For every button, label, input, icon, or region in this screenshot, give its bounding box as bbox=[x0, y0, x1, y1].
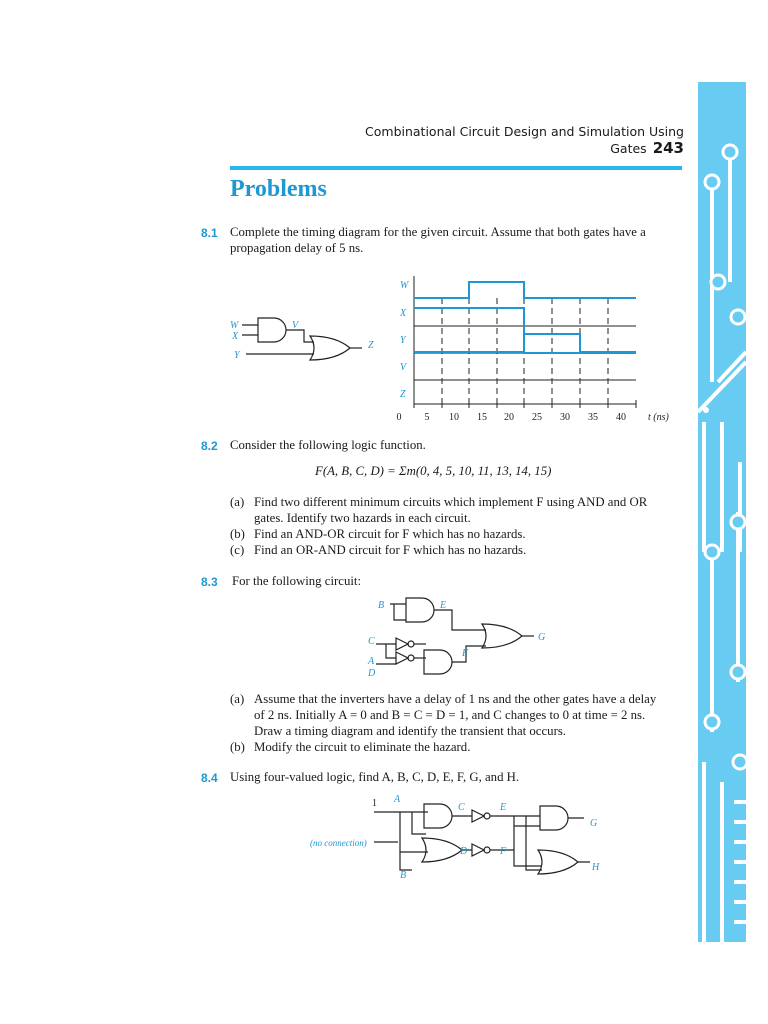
problem-8-2-item: gates. Identify two hazards in each circuit. bbox=[254, 511, 471, 525]
problem-8-1-line-1: Complete the timing diagram for the given circuit. Assume that both gates have a bbox=[230, 225, 646, 239]
timing-row-v: V bbox=[400, 362, 407, 373]
tick-label: 5 bbox=[424, 412, 430, 423]
timing-row-z: Z bbox=[400, 389, 406, 400]
header-rule bbox=[230, 166, 682, 170]
circuit-8-4-label-g: G bbox=[590, 818, 598, 829]
tick-label: 0 bbox=[396, 412, 402, 423]
circuit-8-1-label-z: Z bbox=[368, 340, 374, 351]
problem-8-3-item: (a) Assume that the inverters have a delay of 1 ns and the other gates have a delay bbox=[230, 692, 657, 706]
problem-8-2-intro: Consider the following logic function. bbox=[230, 438, 426, 452]
circuit-8-4-diagram bbox=[308, 790, 628, 890]
problem-8-1-line-2: propagation delay of 5 ns. bbox=[230, 241, 364, 255]
circuit-8-4-label-c: C bbox=[458, 802, 465, 813]
problem-8-1-text bbox=[230, 224, 646, 256]
timing-row-w: W bbox=[400, 280, 409, 291]
circuit-8-4-label-e: E bbox=[500, 802, 507, 813]
page-number: 243 bbox=[652, 139, 684, 157]
circuit-8-3-label-g: G bbox=[538, 632, 546, 643]
circuit-8-3-label-a: A bbox=[368, 656, 375, 667]
circuit-8-1-label-v: V bbox=[292, 320, 299, 331]
problem-8-2-formula: F(A, B, C, D) = Σm(0, 4, 5, 10, 11, 13, 14, 15) bbox=[315, 464, 552, 478]
circuit-8-4-label-d: D bbox=[460, 846, 468, 857]
problem-8-2-item: (c) Find an OR-AND circuit for F which has no hazards. bbox=[230, 543, 527, 557]
circuit-8-1-label-w: W bbox=[230, 320, 239, 331]
problem-8-2-number: 8.2 bbox=[201, 439, 218, 453]
problem-8-2-item: (a) Find two different minimum circuits which implement F using AND and OR bbox=[230, 495, 648, 509]
timing-row-x: X bbox=[400, 308, 407, 319]
circuit-8-4-label-no-connection: (no connection) bbox=[310, 838, 367, 848]
section-title: Problems bbox=[230, 176, 327, 202]
tick-label: 20 bbox=[504, 412, 514, 423]
tick-label: 40 bbox=[616, 412, 626, 423]
circuit-8-3-label-d: D bbox=[368, 668, 376, 679]
axis-label-time: t (ns) bbox=[648, 412, 669, 423]
circuit-8-4-label-h: H bbox=[592, 862, 600, 873]
problem-8-3-number: 8.3 bbox=[201, 575, 218, 589]
circuit-8-1-label-y: Y bbox=[234, 350, 240, 361]
circuit-8-1-diagram bbox=[226, 314, 386, 370]
waveform-w bbox=[414, 282, 636, 298]
tick-label: 25 bbox=[532, 412, 542, 423]
circuit-8-3-diagram bbox=[366, 594, 566, 684]
circuit-8-1-label-x: X bbox=[232, 331, 239, 342]
circuit-8-3-label-f: F bbox=[462, 648, 469, 659]
problem-8-2-items bbox=[230, 494, 647, 558]
decorative-circuit-band bbox=[698, 82, 746, 942]
problem-8-3-items bbox=[230, 691, 656, 755]
timing-row-y: Y bbox=[400, 335, 406, 346]
problem-8-3-item: of 2 ns. Initially A = 0 and B = C = D = 1, and C changes to 0 at time = 2 ns. bbox=[254, 708, 646, 722]
running-header bbox=[300, 124, 684, 157]
waveform-y bbox=[414, 334, 636, 352]
problem-8-1-number: 8.1 bbox=[201, 226, 218, 240]
circuit-8-3-label-b: B bbox=[378, 600, 385, 611]
circuit-8-3-label-c: C bbox=[368, 636, 375, 647]
tick-label: 30 bbox=[560, 412, 570, 423]
problem-8-2-item: (b) Find an AND-OR circuit for F which has no hazards. bbox=[230, 527, 526, 541]
timing-diagram-8-1 bbox=[396, 276, 676, 424]
problem-8-3-item: (b) Modify the circuit to eliminate the hazard. bbox=[230, 740, 471, 754]
tick-label: 10 bbox=[449, 412, 459, 423]
problem-8-3-item: Draw a timing diagram and identify the transient that occurs. bbox=[254, 724, 567, 738]
problem-8-4-number: 8.4 bbox=[201, 771, 218, 785]
circuit-8-4-label-f: F bbox=[500, 846, 507, 857]
circuit-8-4-label-a: A bbox=[394, 794, 401, 805]
circuit-8-4-label-one: 1 bbox=[372, 798, 377, 809]
circuit-8-3-label-e: E bbox=[440, 600, 447, 611]
tick-label: 15 bbox=[477, 412, 487, 423]
problem-8-4-intro: Using four-valued logic, find A, B, C, D, E, F, G, and H. bbox=[230, 770, 520, 784]
problem-8-3-intro: For the following circuit: bbox=[232, 574, 362, 588]
circuit-pattern-icon bbox=[698, 82, 746, 942]
circuit-8-4-label-b: B bbox=[400, 870, 407, 881]
running-title: Combinational Circuit Design and Simulation Using Gates bbox=[365, 124, 684, 156]
tick-label: 35 bbox=[588, 412, 598, 423]
